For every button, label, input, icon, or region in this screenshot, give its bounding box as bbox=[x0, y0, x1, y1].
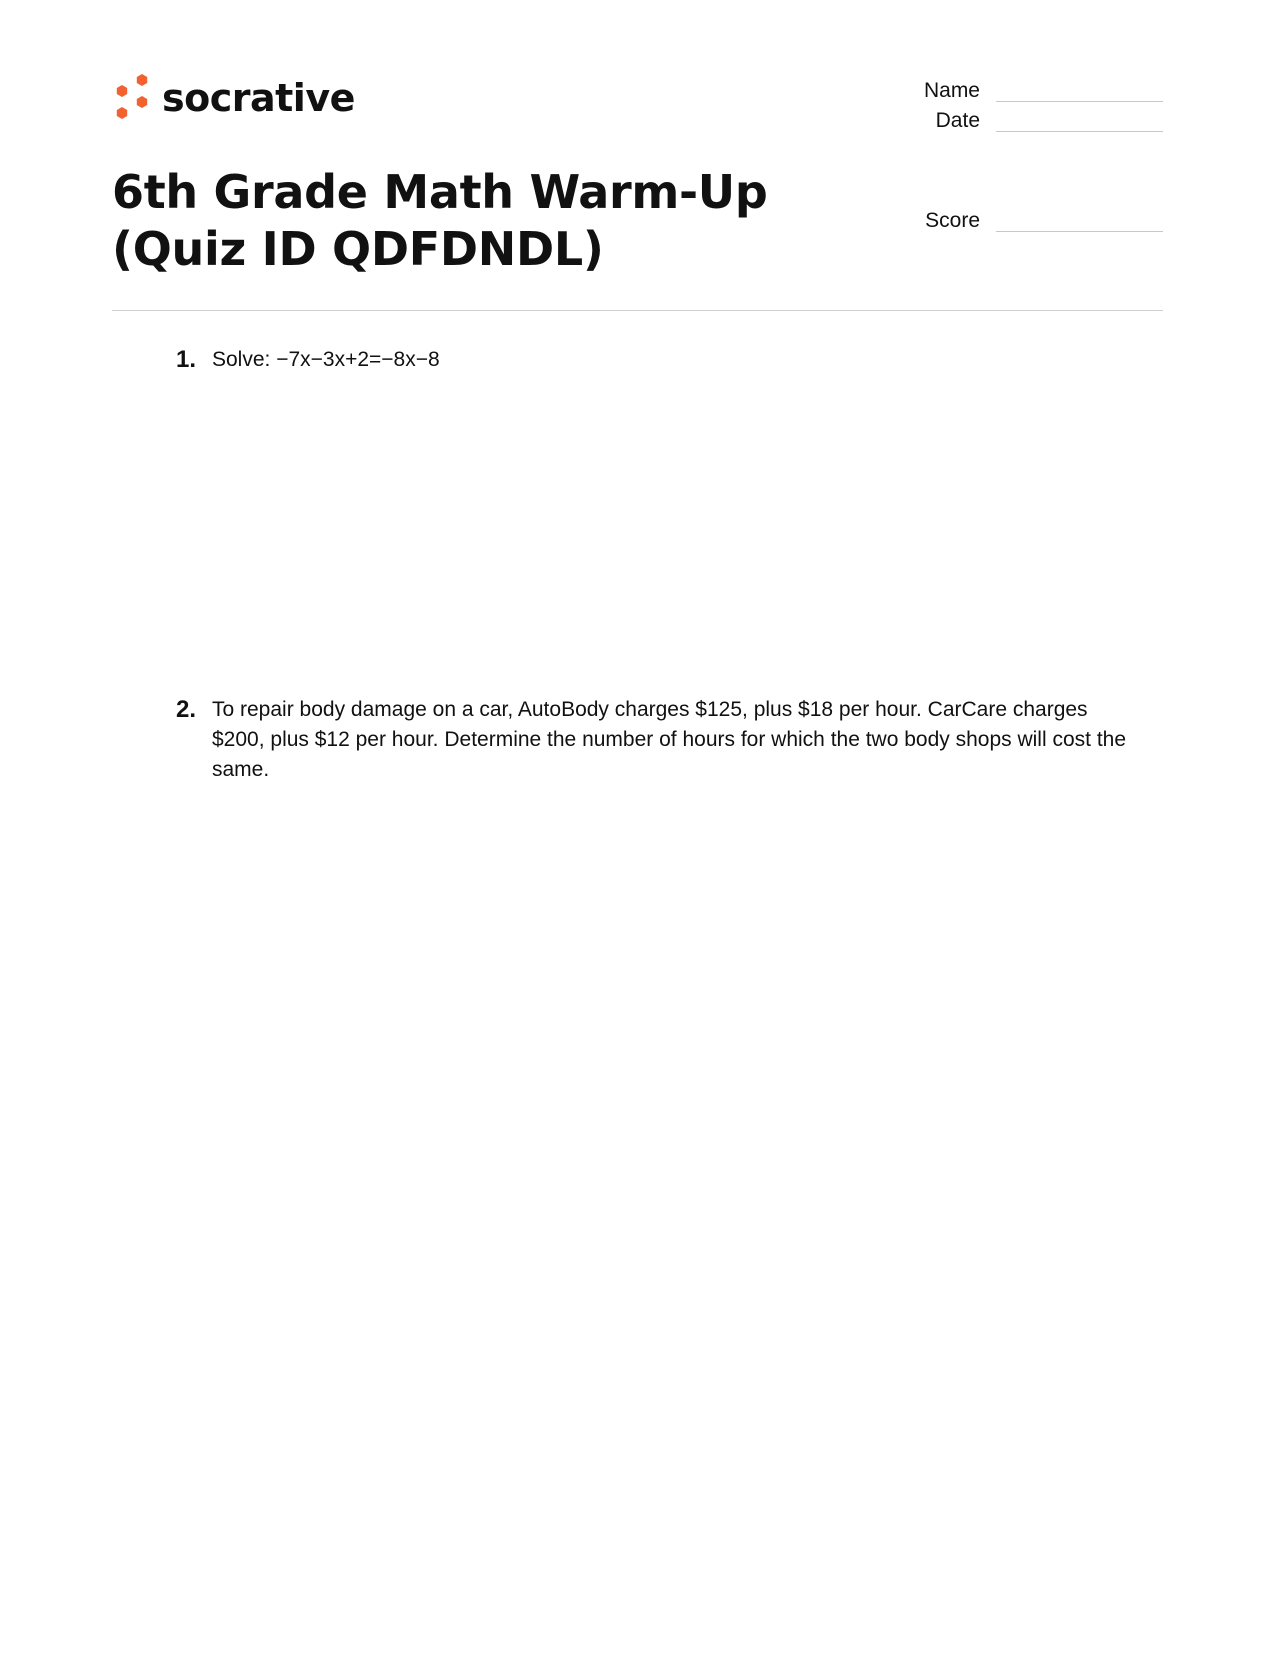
question-number: 2. bbox=[175, 696, 196, 723]
date-label: Date bbox=[935, 109, 980, 132]
name-field bbox=[900, 74, 1163, 104]
score-line bbox=[996, 231, 1163, 232]
question-text: Solve: −7x−3x+2=−8x−8 bbox=[212, 348, 440, 371]
quiz-title: 6th Grade Math Warm-Up (Quiz ID QDFDNDL) bbox=[112, 165, 768, 276]
score-field bbox=[900, 204, 1163, 234]
score-label: Score bbox=[925, 209, 980, 232]
socrative-logo bbox=[112, 72, 355, 124]
hexagon-cluster-logo-icon bbox=[112, 72, 152, 124]
date-field bbox=[900, 104, 1163, 134]
name-line bbox=[996, 101, 1163, 102]
header-divider bbox=[112, 310, 1163, 311]
question-number: 1. bbox=[175, 346, 196, 373]
question-text: To repair body damage on a car, AutoBody charges $125, plus $18 per hour. CarCare charges $200, plus $12 per hour. Determine the number of hours for which the two body shops will cost the same. bbox=[212, 698, 1127, 781]
brand-name: socrative bbox=[162, 76, 355, 120]
date-line bbox=[996, 131, 1163, 132]
name-label: Name bbox=[923, 79, 980, 102]
